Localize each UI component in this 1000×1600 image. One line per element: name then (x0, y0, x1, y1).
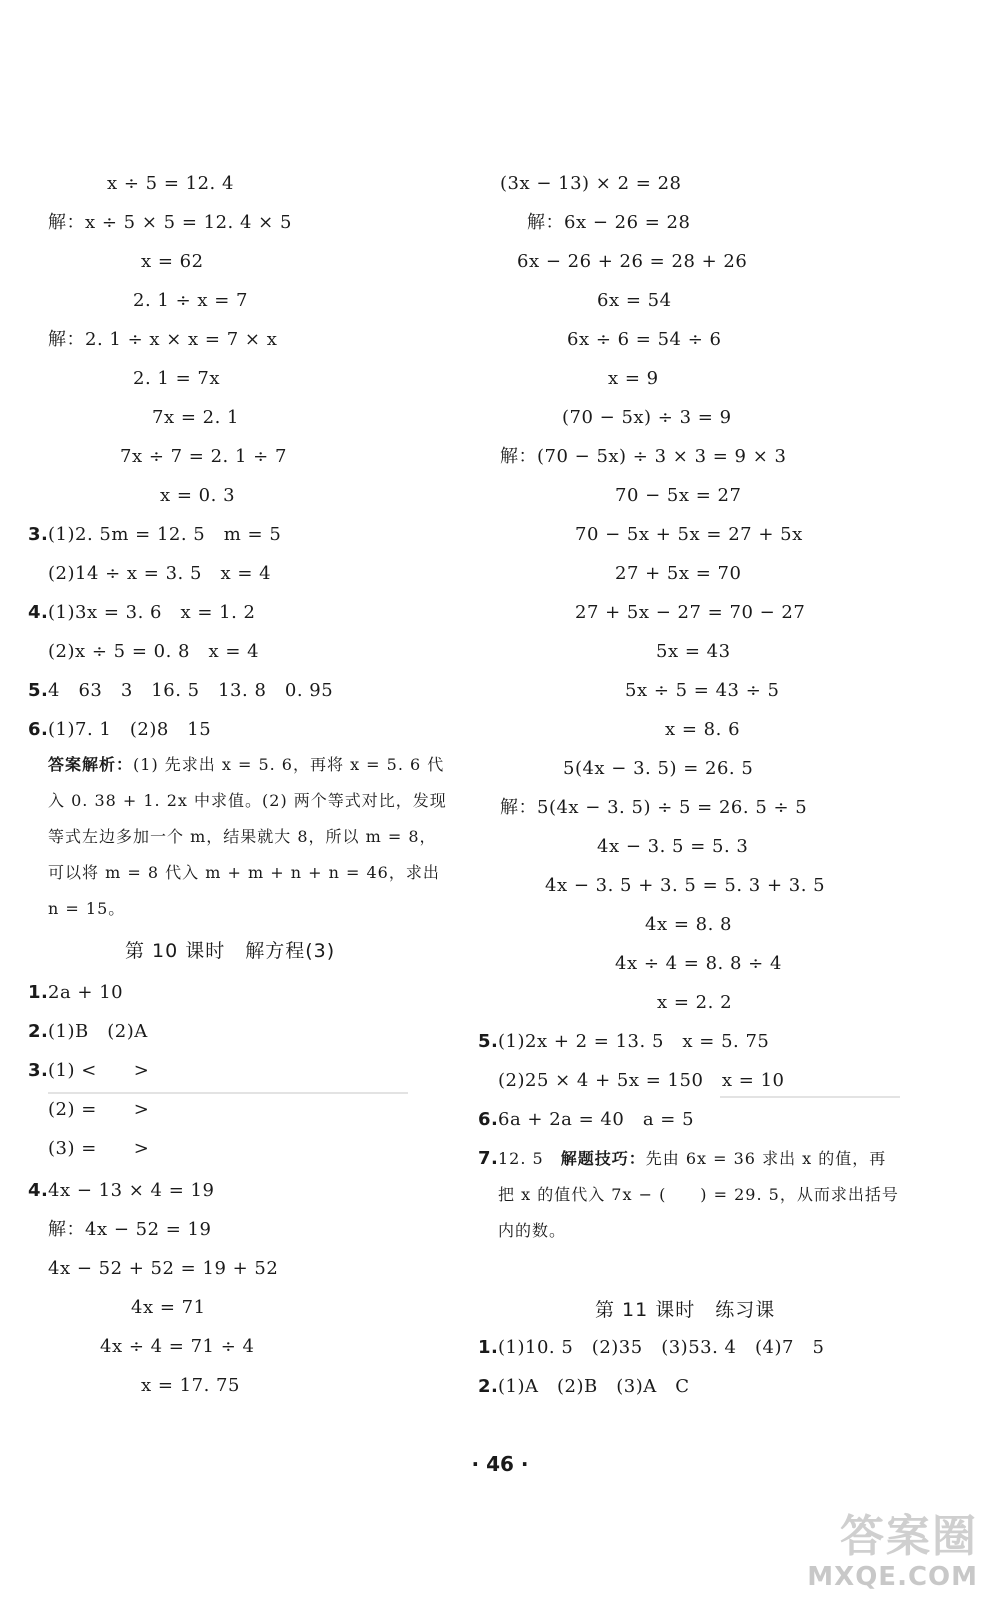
answer-line: (1)10. 5 (2)35 (3)53. 4 (4)7 5 (498, 1337, 825, 1358)
equation-line: 27 + 5x = 70 (615, 563, 742, 584)
question-number: 3. (28, 524, 49, 545)
tip-text: 先由 6x = 36 求出 x 的值，再把 x 的值代入 7x − ( ) = 29. 5，从而求出括号内的数。 (498, 1149, 899, 1240)
question-number: 4. (28, 602, 49, 623)
equation-line: 2. 1 ÷ x = 7 (133, 290, 249, 311)
question-number: 5. (28, 680, 49, 701)
faint-rule (48, 1092, 408, 1094)
equation-line: 5x ÷ 5 = 43 ÷ 5 (625, 680, 780, 701)
equation-line: 4x ÷ 4 = 8. 8 ÷ 4 (615, 953, 782, 974)
equation-line: x = 0. 3 (160, 485, 236, 506)
equation-line: x = 62 (141, 251, 204, 272)
answer-line: (1)A (2)B (3)A C (498, 1376, 690, 1397)
answer-line: (1)2. 5m = 12. 5 m = 5 (48, 524, 282, 545)
equation-line: 解：6x − 26 = 28 (527, 212, 691, 233)
watermark (803, 1512, 978, 1592)
equation-line: 5x = 43 (656, 641, 731, 662)
question-number: 1. (28, 982, 49, 1003)
equation-line: 6x ÷ 6 = 54 ÷ 6 (567, 329, 722, 350)
equation-line: (3x − 13) × 2 = 28 (500, 173, 682, 194)
equation-line: 7x = 2. 1 (152, 407, 239, 428)
equation-line: x = 17. 75 (141, 1375, 240, 1396)
question-number: 1. (478, 1337, 499, 1358)
question-number: 7. (478, 1148, 499, 1169)
answer-line: (2)25 × 4 + 5x = 150 x = 10 (498, 1070, 785, 1091)
answer-line: (3) = > (48, 1138, 150, 1159)
equation-line: (70 − 5x) ÷ 3 = 9 (562, 407, 732, 428)
equation-line: 解：4x − 52 = 19 (48, 1219, 212, 1240)
equation-line: 2. 1 = 7x (133, 368, 220, 389)
lesson-11-title: 第 11 课时 练习课 (595, 1299, 776, 1321)
equation-line: x = 2. 2 (657, 992, 733, 1013)
equation-line: x = 9 (608, 368, 659, 389)
analysis-tag: 答案解析： (48, 755, 134, 774)
answer-line: (2) = > (48, 1099, 150, 1120)
solution-tip (498, 1141, 900, 1249)
equation-line: x = 8. 6 (665, 719, 741, 740)
equation-line: 7x ÷ 7 = 2. 1 ÷ 7 (120, 446, 287, 467)
equation-line: 6x − 26 + 26 = 28 + 26 (517, 251, 748, 272)
question-number: 2. (28, 1021, 49, 1042)
faint-rule (720, 1096, 900, 1098)
question-number: 5. (478, 1031, 499, 1052)
equation-line: 4x = 71 (131, 1297, 206, 1318)
question-number: 6. (478, 1109, 499, 1130)
equation-line: 解：2. 1 ÷ x × x = 7 × x (48, 329, 278, 350)
answer-line: 2a + 10 (48, 982, 124, 1003)
answer-line: 4 63 3 16. 5 13. 8 0. 95 (48, 680, 334, 701)
question-number: 6. (28, 719, 49, 740)
q7-answer: 12. 5 (498, 1149, 544, 1168)
answer-line: (2)x ÷ 5 = 0. 8 x = 4 (48, 641, 260, 662)
question-number: 2. (478, 1376, 499, 1397)
equation-line: 4x − 13 × 4 = 19 (48, 1180, 215, 1201)
equation-line: 解：x ÷ 5 × 5 = 12. 4 × 5 (48, 212, 292, 233)
equation-line: 6x = 54 (597, 290, 672, 311)
answer-line: (2)14 ÷ x = 3. 5 x = 4 (48, 563, 272, 584)
watermark-url: MXQE.COM (807, 1562, 978, 1592)
answer-line: (1)B (2)A (48, 1021, 148, 1042)
equation-line: 70 − 5x = 27 (615, 485, 742, 506)
answer-line: (1)7. 1 (2)8 15 (48, 719, 212, 740)
equation-line: 27 + 5x − 27 = 70 − 27 (575, 602, 806, 623)
page-number: · 46 · (471, 1452, 529, 1476)
equation-line: 4x − 3. 5 + 3. 5 = 5. 3 + 3. 5 (545, 875, 826, 896)
analysis-text: (1) 先求出 x = 5. 6，再将 x = 5. 6 代入 0. 38 + 1. 2x 中求值。(2) 两个等式对比，发现等式左边多加一个 m，结果就大 8，所以 m = 8，可以将 m = 8 代入 m + m + n + n = 46，求出 n = 15。 (48, 755, 447, 918)
equation-line: 5(4x − 3. 5) = 26. 5 (563, 758, 754, 779)
equation-line: 解：(70 − 5x) ÷ 3 × 3 = 9 × 3 (500, 446, 787, 467)
answer-line: (1)3x = 3. 6 x = 1. 2 (48, 602, 256, 623)
equation-line: 70 − 5x + 5x = 27 + 5x (575, 524, 803, 545)
equation-line: 4x − 3. 5 = 5. 3 (597, 836, 749, 857)
tip-tag: 解题技巧： (560, 1149, 646, 1168)
answer-line: (1)2x + 2 = 13. 5 x = 5. 75 (498, 1031, 770, 1052)
lesson-10-title: 第 10 课时 解方程(3) (125, 940, 336, 962)
answer-line: 6a + 2a = 40 a = 5 (498, 1109, 695, 1130)
equation-line: x ÷ 5 = 12. 4 (107, 173, 234, 194)
equation-line: 4x ÷ 4 = 71 ÷ 4 (100, 1336, 255, 1357)
answer-analysis (48, 747, 448, 927)
question-number: 3. (28, 1060, 49, 1081)
equation-line: 4x − 52 + 52 = 19 + 52 (48, 1258, 279, 1279)
equation-line: 4x = 8. 8 (645, 914, 732, 935)
question-number: 4. (28, 1180, 49, 1201)
answer-line: (1) < > (48, 1060, 150, 1081)
watermark-logo: 答案圈 (840, 1511, 978, 1562)
equation-line: 解：5(4x − 3. 5) ÷ 5 = 26. 5 ÷ 5 (500, 797, 808, 818)
